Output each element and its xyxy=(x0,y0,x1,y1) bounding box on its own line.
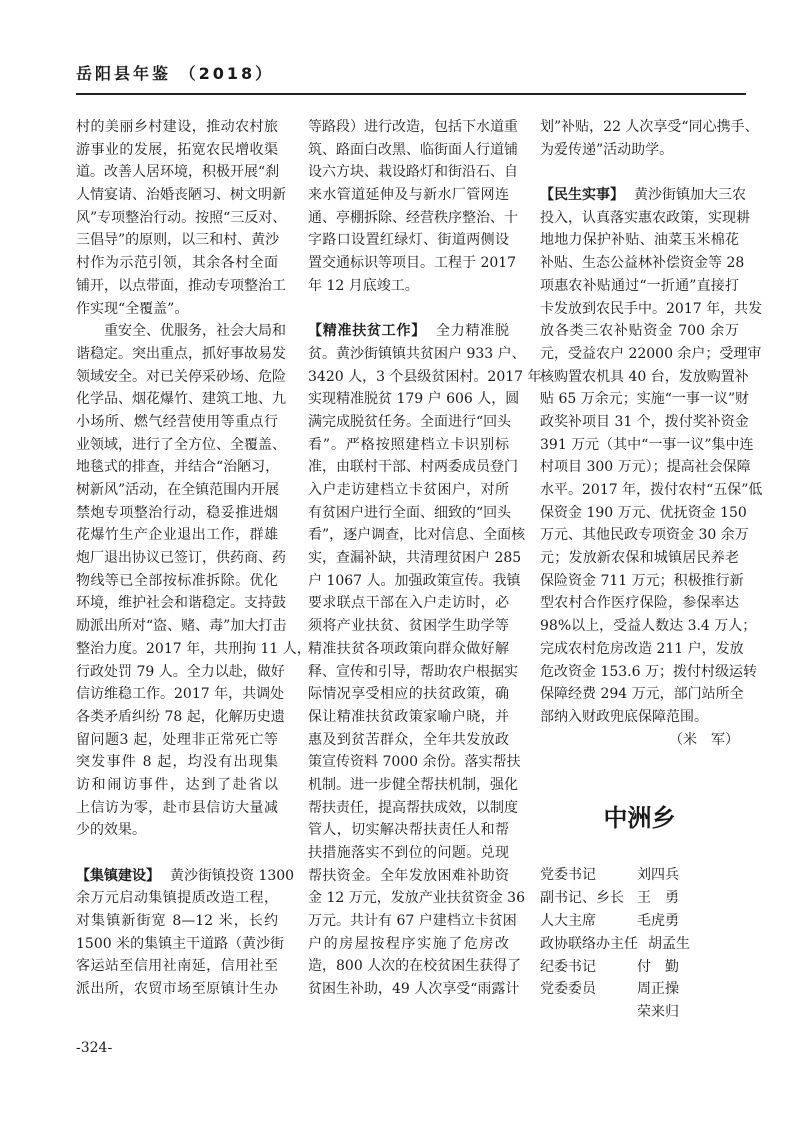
text-line: 1500 米的集镇主干道路（黄沙街 xyxy=(76,935,285,952)
text-line: 贫困生补助，49 人次享受“雨露计 xyxy=(308,981,520,998)
text-line: 际情况享受相应的扶贫政策，确 xyxy=(308,686,509,703)
text-line: 保资金 190 万元、优抚资金 150 xyxy=(540,504,747,521)
text-line: 准，由联村干部、村两委成员登门 xyxy=(308,459,518,476)
text-line xyxy=(308,320,509,343)
text-line: 391 万元（其中“一事一议”集中连 xyxy=(540,436,754,453)
text-line: 禁炮专项整治行动，稳妥推进烟 xyxy=(76,504,278,521)
roster-role: 人大主席 xyxy=(540,912,596,929)
text-line: 要求联点干部在入户走访时，必 xyxy=(308,595,509,612)
text-line: 有贫困户进行全面、细致的“回头 xyxy=(308,504,512,521)
text-line: 贫。黄沙街镇镇共贫困户 933 户、 xyxy=(308,345,526,362)
text-line: 村作为示范引领，其余各村全面 xyxy=(76,255,278,272)
roster-role: 副书记、乡长 xyxy=(540,889,624,906)
text-line: 置交通标识等项目。工程于 2017 xyxy=(308,255,517,272)
text-line xyxy=(76,865,295,888)
text-column-1 xyxy=(76,116,311,1001)
text-line: 贴 65 万余元；实施“一事一议”财 xyxy=(540,391,750,408)
text-line: 看”。严格按照建档立卡识别标 xyxy=(308,436,509,453)
text-line: 环境，维护社会和谐稳定。支持鼓 xyxy=(76,595,286,612)
roster-row xyxy=(540,978,740,1001)
text-line: 整治力度。2017 年，共刑拘 11 人， xyxy=(76,640,311,657)
text-line: 花爆竹生产企业退出工作，群雄 xyxy=(76,527,278,544)
text-line: 领域安全。对已关停采砂场、危险 xyxy=(76,368,286,385)
text-line: 危改资金 153.6 万；拨付村级运转 xyxy=(540,663,757,680)
text-line: 机制。进一步健全帮扶机制，强化 xyxy=(308,776,518,793)
text-line: 补贴、生态公益林补偿资金等 28 xyxy=(540,255,745,272)
text-column-3 xyxy=(540,116,763,751)
paragraph-gap xyxy=(540,161,739,184)
text-line: 项惠农补贴通过“一折通”直接打 xyxy=(540,277,739,294)
officials-roster xyxy=(540,864,740,1024)
text-line: 为爱传递”活动助学。 xyxy=(540,141,674,158)
text-line: 筑、路面白改黑、临街面人行道铺 xyxy=(308,141,518,158)
roster-name: 周正操 xyxy=(637,981,679,998)
text-line: 字路口设置红绿灯、街道两侧设 xyxy=(308,232,509,249)
text-line: 保障经费 294 万元，部门站所全 xyxy=(540,686,744,703)
text-line: 地毯式的排查，并结合“治陋习， xyxy=(76,459,280,476)
page-number: -324- xyxy=(76,1040,113,1056)
text-line: 各类矛盾纠纷 78 起，化解历史遗 xyxy=(76,708,285,725)
text-line: 物线等已全部按标准拆除。优化 xyxy=(76,572,278,589)
text-line: 地地力保护补贴、油菜玉米棉花 xyxy=(540,232,739,249)
text-line: 部纳入财政兜底保障范围。 xyxy=(540,708,708,725)
text-span: 全力精准脱 xyxy=(436,323,509,340)
paragraph-gap xyxy=(308,298,509,321)
text-column-2 xyxy=(308,116,542,1001)
text-line: 实，查漏补缺，共清理贫困户 285 xyxy=(308,550,522,567)
text-line: 风”专项整治行动。按照“三反对、 xyxy=(76,209,287,226)
text-line: 须将产业扶贫、贫困学生助学等 xyxy=(308,618,509,635)
text-line: 卡发放到农民手中。2017 年，共发 xyxy=(540,300,763,317)
text-line: 管人，切实解决帮扶责任人和帮 xyxy=(308,822,509,839)
text-line: 看”，逐户调查，比对信息、全面核 xyxy=(308,527,526,544)
roster-row xyxy=(540,956,740,979)
text-line: 户 1067 人。加强政策宣传。我镇 xyxy=(308,572,521,589)
roster-name: 毛虎勇 xyxy=(637,912,679,929)
text-line: 入户走访建档立卡贫困户，对所 xyxy=(308,482,509,498)
section-heading: 【精准扶贫工作】 xyxy=(308,323,426,340)
text-line: 铺开，以点带面，推动专项整治工 xyxy=(76,277,286,294)
roster-role: 党委委员 xyxy=(540,981,596,998)
text-line: 设六方块、栽设路灯和街沿石、自 xyxy=(308,164,518,181)
text-line: 余万元启动集镇提质改造工程， xyxy=(76,890,278,907)
text-line: 少的效果。 xyxy=(76,822,146,839)
roster-row xyxy=(540,887,740,910)
roster-role: 纪委书记 xyxy=(540,958,596,975)
text-line: 业领域，进行了全方位、全覆盖、 xyxy=(76,436,286,453)
roster-role: 政协联络办主任 xyxy=(540,935,638,952)
text-line: 型农村合作医疗保险，参保率达 xyxy=(540,595,739,612)
roster-row xyxy=(540,1001,740,1024)
roster-row xyxy=(540,864,740,887)
text-line: 放各类三农补贴资金 700 余万 xyxy=(540,323,739,340)
text-line: 造，800 人次的在校贫困生获得了 xyxy=(308,958,522,975)
text-line: 小场所、燃气经营使用等重点行 xyxy=(76,413,278,430)
roster-name: 荣来归 xyxy=(637,1004,679,1021)
text-line: 释、宣传和引导，帮助农户根据实 xyxy=(308,663,518,680)
text-line: 投入，认真落实惠农政策，实现耕 xyxy=(540,209,750,226)
text-line: 谐稳定。突出重点，抓好事故易发 xyxy=(76,345,286,362)
text-line: 年 12 月底竣工。 xyxy=(308,277,419,294)
text-line: 政奖补项目 31 个，拨付奖补资金 xyxy=(540,413,749,430)
author-byline: （米 军） xyxy=(669,731,739,748)
text-line: 完成农村危房改造 211 户，发放 xyxy=(540,640,744,657)
roster-name: 刘四兵 xyxy=(637,867,679,883)
text-line: 户的房屋按程序实施了危房改 xyxy=(308,935,509,952)
text-line: 金 12 万元，发放产业扶贫资金 36 xyxy=(308,890,525,907)
text-line: 树新风”活动，在全镇范围内开展 xyxy=(76,482,280,498)
text-line: 来水管道延伸及与新水厂管网连 xyxy=(308,187,509,204)
roster-name: 胡孟生 xyxy=(648,935,690,952)
text-line: 村项目 300 万元）；提高社会保障 xyxy=(540,459,751,476)
text-line: 突发事件 8 起，均没有出现集 xyxy=(76,754,278,771)
text-line: 留问题3 起，处理非正常死亡等 xyxy=(76,731,278,748)
text-line: 等路段）进行改造，包括下水道重 xyxy=(308,119,518,135)
text-line: 客运站至信用社南延，信用社至 xyxy=(76,958,278,975)
text-line: 帮扶责任，提高帮扶成效，以制度 xyxy=(308,799,518,816)
text-span: 黄沙街镇加大三农 xyxy=(634,187,746,204)
text-line: 上信访为零，赴市县信访大量减 xyxy=(76,799,278,816)
roster-name: 付 勤 xyxy=(637,958,679,975)
text-line: 精准扶贫各项政策向群众做好解 xyxy=(308,640,509,657)
text-line: 化学品、烟花爆竹、建筑工地、九 xyxy=(76,391,286,408)
text-line: 元，受益农户 22000 余户；受理审 xyxy=(540,345,762,362)
text-line: 万元。共计有 67 户建档立卡贫困 xyxy=(308,913,517,930)
roster-row xyxy=(540,910,740,933)
text-line: 村的美丽乡村建设，推动农村旅 xyxy=(76,119,278,135)
text-line: 98%以上，受益人数达 3.4 万人； xyxy=(540,618,757,635)
text-line: 行政处罚 79 人。全力以赴，做好 xyxy=(76,663,285,680)
text-line: 满完成脱贫任务。全面进行“回头 xyxy=(308,413,512,430)
text-line: 保险资金 711 万元；积极推行新 xyxy=(540,572,744,589)
text-line xyxy=(540,184,746,207)
text-line: 帮扶资金。全年发放困难补助资 xyxy=(308,867,509,884)
text-line: 元；发放新农保和城镇居民养老 xyxy=(540,550,739,567)
text-line: 惠及到贫苦群众，全年共发放政 xyxy=(308,731,509,748)
text-line: 重安全、优服务，社会大局和 xyxy=(76,323,286,340)
roster-row xyxy=(540,933,740,956)
text-line: 作实现“全覆盖”。 xyxy=(76,300,189,317)
text-line: 人情宴请、治婚丧陋习、树文明新 xyxy=(76,187,286,204)
paragraph-gap xyxy=(76,842,278,865)
text-line: 核购置农机具 40 台，发放购置补 xyxy=(540,368,749,385)
text-line: 访和闹访事件，达到了赴省以 xyxy=(76,776,278,793)
section-heading: 【民生实事】 xyxy=(540,187,624,204)
text-line: 三倡导”的原则，以三和村、黄沙 xyxy=(76,232,280,249)
text-line: 实现精准脱贫 179 户 606 人，圆 xyxy=(308,391,520,408)
text-line: 划”补贴，22 人次享受“同心携手、 xyxy=(540,119,759,135)
text-line: 通、亭棚拆除、经营秩序整治、十 xyxy=(308,209,518,226)
text-line: 道。改善人居环境，积极开展“刹 xyxy=(76,164,280,181)
text-line: 3420 人，3 个县级贫困村。2017 年 xyxy=(308,368,542,385)
text-line: 炮厂退出协议已签订，供药商、药 xyxy=(76,550,286,567)
section-title: 中洲乡 xyxy=(603,803,676,832)
text-span: 黄沙街镇投资 1300 xyxy=(170,867,295,884)
header-rule xyxy=(76,93,746,95)
text-line: 水平。2017 年，拨付农村“五保”低 xyxy=(540,482,763,498)
roster-name: 王 勇 xyxy=(637,889,679,906)
text-line: 游事业的发展，拓宽农民增收渠 xyxy=(76,141,278,158)
text-line: 励派出所对“盗、赌、毒”加大打击 xyxy=(76,618,287,635)
text-line: 扶措施落实不到位的问题。兑现 xyxy=(308,845,509,861)
text-line: 对集镇新街宽 8—12 米，长约 xyxy=(76,913,278,930)
text-line: 信访维稳工作。2017 年，共调处 xyxy=(76,686,285,703)
roster-role: 党委书记 xyxy=(540,867,596,883)
text-line: 策宣传资料 7000 余份。落实帮扶 xyxy=(308,754,521,771)
text-line: 万元、其他民政专项资金 30 余万 xyxy=(540,527,749,544)
text-line: 派出所，农贸市场至原镇计生办 xyxy=(76,981,278,998)
running-header: 岳阳县年鉴 （2018） xyxy=(76,64,275,83)
section-heading: 【集镇建设】 xyxy=(76,867,160,884)
text-line: 保让精准扶贫政策家喻户晓，并 xyxy=(308,708,509,725)
